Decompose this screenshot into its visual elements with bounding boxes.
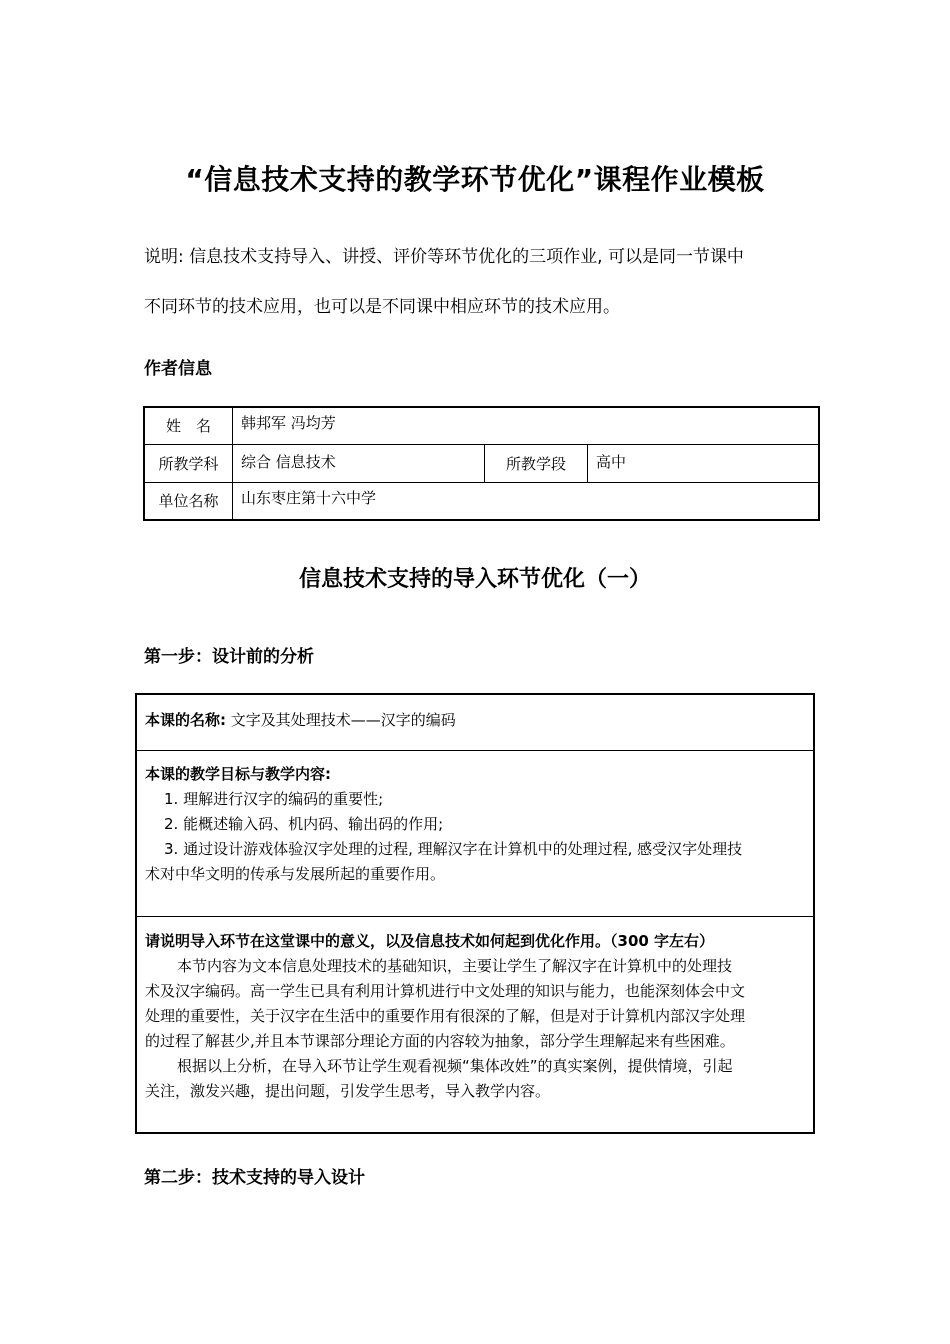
answer-line: 处理的重要性，关于汉字在生活中的重要作用有很深的了解，但是对于计算机内部汉字处理 xyxy=(145,1007,746,1025)
section-title: 信息技术支持的导入环节优化（一） xyxy=(298,567,651,592)
description-line-1: 说明: 信息技术支持导入、讲授、评价等环节优化的三项作业, 可以是同一节课中 xyxy=(144,247,744,267)
description-line-2: 不同环节的技术应用，也可以是不同课中相应环节的技术应用。 xyxy=(144,297,620,317)
objectives-section xyxy=(137,751,813,917)
org-label: 单位名称 xyxy=(144,482,233,520)
answer-line: 根据以上分析，在导入环节让学生观看视频“集体改姓”的真实案例，提供情境，引起 xyxy=(177,1057,733,1075)
answer-line: 的过程了解甚少,并且本节课部分理论方面的内容较为抽象，部分学生理解起来有些困难。 xyxy=(145,1032,735,1050)
question-text: 请说明导入环节在这堂课中的意义，以及信息技术如何起到优化作用。（300 字左右） xyxy=(145,932,715,950)
org-value: 山东枣庄第十六中学 xyxy=(233,482,820,520)
step2-title: 第二步：技术支持的导入设计 xyxy=(144,1168,365,1188)
course-name-value: 文字及其处理技术——汉字的编码 xyxy=(230,711,456,729)
name-value: 韩邦军 冯均芳 xyxy=(233,407,820,444)
analysis-box xyxy=(135,693,815,1134)
subject-value: 综合 信息技术 xyxy=(233,444,485,482)
stage-value: 高中 xyxy=(588,444,820,482)
step1-title: 第一步：设计前的分析 xyxy=(144,647,314,667)
objective-item: 2. 能概述输入码、机内码、输出码的作用; xyxy=(164,815,444,833)
objectives-label: 本课的教学目标与教学内容: xyxy=(145,765,331,783)
answer-line: 关注，激发兴趣，提出问题，引发学生思考，导入教学内容。 xyxy=(145,1082,551,1100)
intro-meaning-section xyxy=(137,917,813,1132)
course-name-label: 本课的名称: xyxy=(145,711,226,729)
answer-line: 术及汉字编码。高一学生已具有利用计算机进行中文处理的知识与能力，也能深刻体会中文 xyxy=(145,982,746,1000)
author-section-title: 作者信息 xyxy=(144,359,212,379)
page-title: “信息技术支持的教学环节优化”课程作业模板 xyxy=(185,163,765,196)
subject-label: 所教学科 xyxy=(144,444,233,482)
objective-item: 3. 通过设计游戏体验汉字处理的过程, 理解汉字在计算机中的处理过程, 感受汉字处理技 xyxy=(164,840,743,858)
author-info-table xyxy=(143,406,820,521)
stage-label: 所教学段 xyxy=(485,444,588,482)
objective-item: 术对中华文明的传承与发展所起的重要作用。 xyxy=(145,865,446,883)
course-name-section xyxy=(137,695,813,751)
objective-item: 1. 理解进行汉字的编码的重要性; xyxy=(164,790,384,808)
answer-line: 本节内容为文本信息处理技术的基础知识，主要让学生了解汉字在计算机中的处理技 xyxy=(177,957,733,975)
name-label: 姓 名 xyxy=(144,407,233,444)
